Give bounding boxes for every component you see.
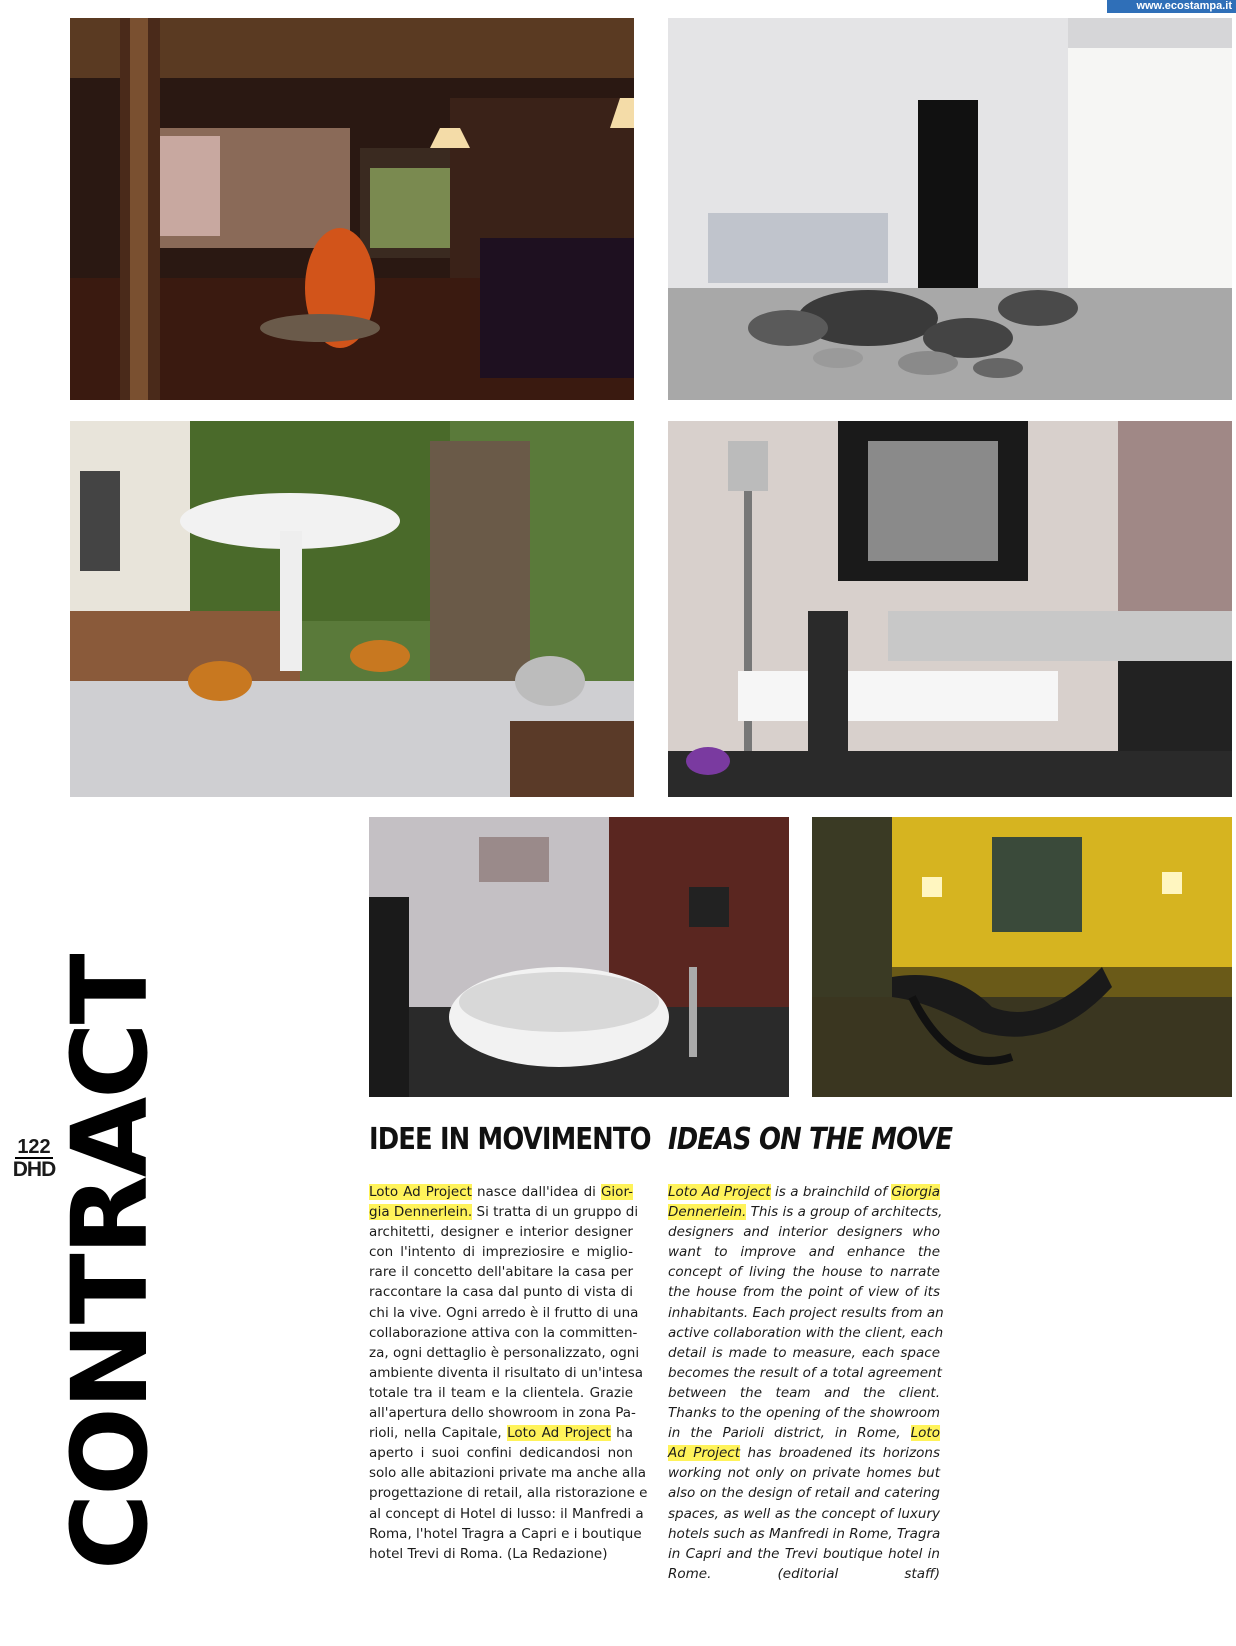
highlighted-text: gia Dennerlein. bbox=[369, 1204, 473, 1221]
english-line bbox=[668, 1403, 940, 1423]
line-text: collaborazione attiva con la committen- bbox=[369, 1324, 638, 1341]
english-line bbox=[668, 1363, 940, 1383]
italian-line bbox=[369, 1463, 647, 1483]
english-line bbox=[668, 1222, 940, 1242]
line-text: the house from the point of view of its bbox=[668, 1284, 940, 1301]
highlighted-text: Dennerlein. bbox=[668, 1204, 747, 1221]
english-heading: IDEAS ON THE MOVE bbox=[668, 1122, 953, 1157]
italian-line bbox=[369, 1524, 642, 1544]
english-line bbox=[668, 1524, 940, 1544]
line-text: solo alle abitazioni private ma anche alla bbox=[369, 1465, 647, 1482]
english-line bbox=[668, 1564, 940, 1584]
photo-bathroom bbox=[369, 817, 789, 1097]
line-text: al concept di Hotel di lusso: il Manfredi a bbox=[369, 1505, 644, 1522]
line-text: in the Parioli district, in Rome, bbox=[668, 1425, 911, 1442]
photo-white-room bbox=[668, 18, 1232, 400]
line-text: hotels such as Manfredi in Rome, Tragra bbox=[668, 1525, 941, 1542]
italian-line bbox=[369, 1202, 639, 1222]
line-text: hotel Trevi di Roma. (La Redazione) bbox=[369, 1545, 608, 1562]
italian-line bbox=[369, 1363, 644, 1383]
line-text: also on the design of retail and catering bbox=[668, 1485, 940, 1502]
italian-line bbox=[369, 1262, 633, 1282]
line-text: raccontare la casa dal punto di vista di bbox=[369, 1284, 633, 1301]
italian-line bbox=[369, 1423, 633, 1443]
line-text: chi la vive. Ogni arredo è il frutto di una bbox=[369, 1304, 639, 1321]
english-line bbox=[668, 1262, 940, 1282]
english-line bbox=[668, 1463, 940, 1483]
line-text: designers and interior designers who bbox=[668, 1224, 940, 1241]
magazine-logo: DHD bbox=[12, 1158, 56, 1181]
italian-heading: IDEE IN MOVIMENTO bbox=[369, 1122, 651, 1157]
line-text: rare il concetto dell'abitare la casa per bbox=[369, 1264, 633, 1281]
page-number: 122 bbox=[17, 1136, 51, 1158]
english-line bbox=[668, 1483, 940, 1503]
photo-living-room bbox=[70, 18, 634, 400]
line-text: becomes the result of a total agreement bbox=[668, 1364, 942, 1381]
italian-line bbox=[369, 1222, 633, 1242]
line-text: detail is made to measure, each space bbox=[668, 1344, 940, 1361]
line-text: architetti, designer e interior designer bbox=[369, 1224, 633, 1241]
highlighted-text: Ad Project bbox=[668, 1445, 741, 1462]
line-text: Rome. (editorial staff) bbox=[668, 1565, 940, 1582]
line-text: ambiente diventa il risultato di un'intesa bbox=[369, 1364, 644, 1381]
english-line bbox=[668, 1544, 940, 1564]
english-line bbox=[668, 1182, 940, 1202]
highlighted-text: Gior- bbox=[600, 1184, 633, 1200]
line-text: Roma, l'hotel Tragra a Capri e i boutique bbox=[369, 1525, 642, 1542]
english-line bbox=[668, 1343, 940, 1363]
line-text: spaces, as well as the concept of luxury bbox=[668, 1505, 940, 1522]
english-line bbox=[668, 1504, 940, 1524]
english-line bbox=[668, 1383, 940, 1403]
line-text: is a brainchild of bbox=[770, 1184, 892, 1200]
italian-line bbox=[369, 1282, 633, 1302]
english-line bbox=[668, 1303, 944, 1323]
photo-dining-room bbox=[668, 421, 1232, 797]
italian-line bbox=[369, 1483, 648, 1503]
line-text: rioli, nella Capitale, bbox=[369, 1425, 508, 1442]
italian-line bbox=[369, 1323, 638, 1343]
italian-line bbox=[369, 1544, 633, 1564]
line-text: totale tra il team e la clientela. Grazie bbox=[369, 1384, 633, 1401]
line-text: aperto i suoi confini dedicandosi non bbox=[369, 1445, 633, 1462]
italian-line bbox=[369, 1303, 639, 1323]
italian-line bbox=[369, 1343, 640, 1363]
line-text: progettazione di retail, alla ristorazione e bbox=[369, 1485, 648, 1502]
line-text: inhabitants. Each project results from an bbox=[668, 1304, 944, 1321]
highlighted-text: Loto Ad Project bbox=[507, 1425, 611, 1442]
highlighted-text: Loto Ad Project bbox=[668, 1184, 771, 1200]
line-text: Thanks to the opening of the showroom bbox=[668, 1405, 940, 1422]
italian-line bbox=[369, 1242, 633, 1262]
line-text: This is a group of architects, bbox=[746, 1204, 943, 1221]
line-text: between the team and the client. bbox=[668, 1384, 940, 1401]
english-line bbox=[668, 1282, 940, 1302]
highlighted-text: Giorgia bbox=[891, 1184, 940, 1200]
italian-line bbox=[369, 1504, 644, 1524]
italian-line bbox=[369, 1443, 633, 1463]
line-text: working not only on private homes but bbox=[668, 1465, 940, 1482]
highlighted-text: Loto bbox=[910, 1425, 940, 1442]
english-line bbox=[668, 1202, 943, 1222]
line-text: all'apertura dello showroom in zona Pa- bbox=[369, 1405, 636, 1422]
section-title: CONTRACT bbox=[49, 955, 171, 1570]
italian-line bbox=[369, 1403, 636, 1423]
italian-line bbox=[369, 1182, 633, 1202]
italian-line bbox=[369, 1383, 633, 1403]
english-article-text bbox=[668, 1182, 944, 1584]
line-text: want to improve and enhance the bbox=[668, 1244, 940, 1261]
page-folio bbox=[6, 1137, 62, 1181]
line-text: in Capri and the Trevi boutique hotel in bbox=[668, 1545, 940, 1562]
line-text: ha bbox=[610, 1425, 634, 1442]
english-line bbox=[668, 1242, 940, 1262]
english-line bbox=[668, 1323, 944, 1343]
watermark-url: www.ecostampa.it bbox=[1107, 0, 1236, 13]
english-line bbox=[668, 1423, 940, 1443]
line-text: has broadened its horizons bbox=[740, 1445, 940, 1462]
line-text: active collaboration with the client, each bbox=[668, 1324, 944, 1341]
photo-courtyard bbox=[70, 421, 634, 797]
line-text: za, ogni dettaglio è personalizzato, ogni bbox=[369, 1344, 640, 1361]
line-text: Si tratta di un gruppo di bbox=[472, 1204, 639, 1221]
highlighted-text: Loto Ad Project bbox=[369, 1184, 472, 1200]
italian-article-text bbox=[369, 1182, 648, 1564]
english-line bbox=[668, 1443, 940, 1463]
line-text: con l'intento di impreziosire e miglio- bbox=[369, 1244, 633, 1261]
line-text: nasce dall'idea di bbox=[471, 1184, 601, 1200]
photo-lounge-chair bbox=[812, 817, 1232, 1097]
line-text: concept of living the house to narrate bbox=[668, 1264, 940, 1281]
